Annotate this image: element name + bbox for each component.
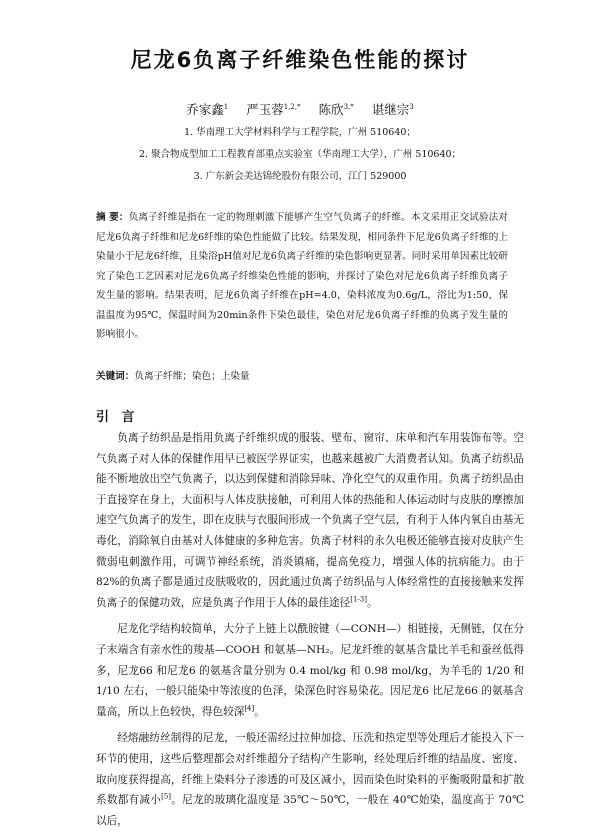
- author: 谌继宗$^3$: [371, 102, 414, 117]
- abstract-text: 负离子纤维是指在一定的物理刺激下能够产生空气负离子的纤维。本文采用正交试验法对尼龙6负离子纤维和尼龙6纤维的染色性能做了比较。结果发现，相同条件下尼龙6负离子纤维的上染量小于尼龙6纤维，且染浴pH值对尼龙6负离子纤维的染色影响更显著。同时采用单因素比较研究了染色工艺因素对尼龙6负离子纤维染色性能的影响，并探讨了染色对尼龙6负离子纤维负离子发生量的影响。结果表明，尼龙6负离子纤维在pH=4.0，染料浓度为0.6g/L，浴比为1:50，保温温度为95℃，保温时间为20min条件下染色最佳，染色对尼龙6负离子纤维的负离子发生量的影响很小。: [96, 212, 509, 340]
- author-list: [0, 100, 600, 118]
- paragraph: 经熔融纺丝制得的尼龙，一般还需经过拉伸加捻、压洗和热定型等处理后才能投入下一环节的使用，这些后整理都会对纤维超分子结构产生影响，经处理后纤维的结晶度、密度、取向度获得提高，纤维上染料分子渗透的可及区减小，因而染色时染料的平衡吸附量和扩散系数都有减小[5]。尼龙的玻璃化温度是 35℃～50℃，一般在 40℃始染，温度高于 70℃以后，: [96, 732, 524, 827]
- citation: [4]: [244, 704, 255, 713]
- abstract: [96, 208, 508, 345]
- paragraph: 尼龙化学结构较简单，大分子上链上以酰胺键（—CONH—）相链接，无侧链，仅在分子末端含有亲水性的羧基—COOH 和氨基—NH₂。尼龙纤维的氨基含量比羊毛和蚕丝低得多，尼龙66 和尼龙6 的氨基含量分别为 0.4 mol/kg 和 0.98 mol/kg，为羊毛的 1/20 和 1/10 左右，一般只能染中等浓度的色泽，染深色时容易染花。因尼龙6 比尼龙66 的氨基含量高，所以上色较快，得色较深[4]。: [96, 623, 524, 718]
- affiliation: 1. 华南理工大学材料科学与工程学院，广州 510640；: [184, 127, 416, 138]
- keywords-text: 负离子纤维；染色；上染量: [134, 371, 250, 382]
- citation: [5]: [161, 792, 172, 801]
- affiliation: 3. 广东新会美达锦纶股份有限公司，江门 529000: [193, 171, 407, 182]
- body-text: [96, 428, 524, 837]
- paper-title: 尼龙6负离子纤维染色性能的探讨: [130, 48, 470, 72]
- section-heading: 引 言: [96, 410, 139, 425]
- paragraph: 负离子纺织品是指用负离子纤维织成的服装、壁布、窗帘、床单和汽车用装饰布等。空气负离子对人体的保健作用早已被医学界证实，也越来越被广大消费者认知。负离子纺织品能不断地放出空气负离子，以达到保健和消除异味、净化空气的双重作用。负离子纺织品由于直接穿在身上，大面积与人体皮肤接触，可利用人体的热能和人体运动时与皮肤的摩擦加速空气负离子的发生，即在皮肤与衣服间形成一个负离子空气层，有利于人体内氧自由基无毒化，消除氧自由基对人体健康的多种危害。负离子材料的永久电极还能够直接对皮肤产生微弱电刺激作用，可调节神经系统，消炎镇痛，提高免疫力，增强人体的抗病能力。由于82%的负离子都是通过皮肤吸收的，因此通过负离子纺织品与人体经常性的直接接触来发挥负离子的保健功效，应是负离子作用于人体的最佳途径[1-3]。: [96, 432, 524, 609]
- author: 乔家鑫$^1$: [186, 102, 229, 117]
- author: 严玉蓉$^{1,2,*}$: [246, 102, 301, 117]
- author: 陈欣$^{3,*}$: [318, 102, 354, 117]
- affiliation: 2. 聚合物成型加工工程教育部重点实验室（华南理工大学），广州 510640；: [138, 149, 462, 160]
- citation: [1-3]: [350, 595, 367, 604]
- keywords: [96, 368, 250, 382]
- keywords-label: 关键词：: [96, 371, 135, 382]
- abstract-label: 摘 要：: [96, 212, 129, 223]
